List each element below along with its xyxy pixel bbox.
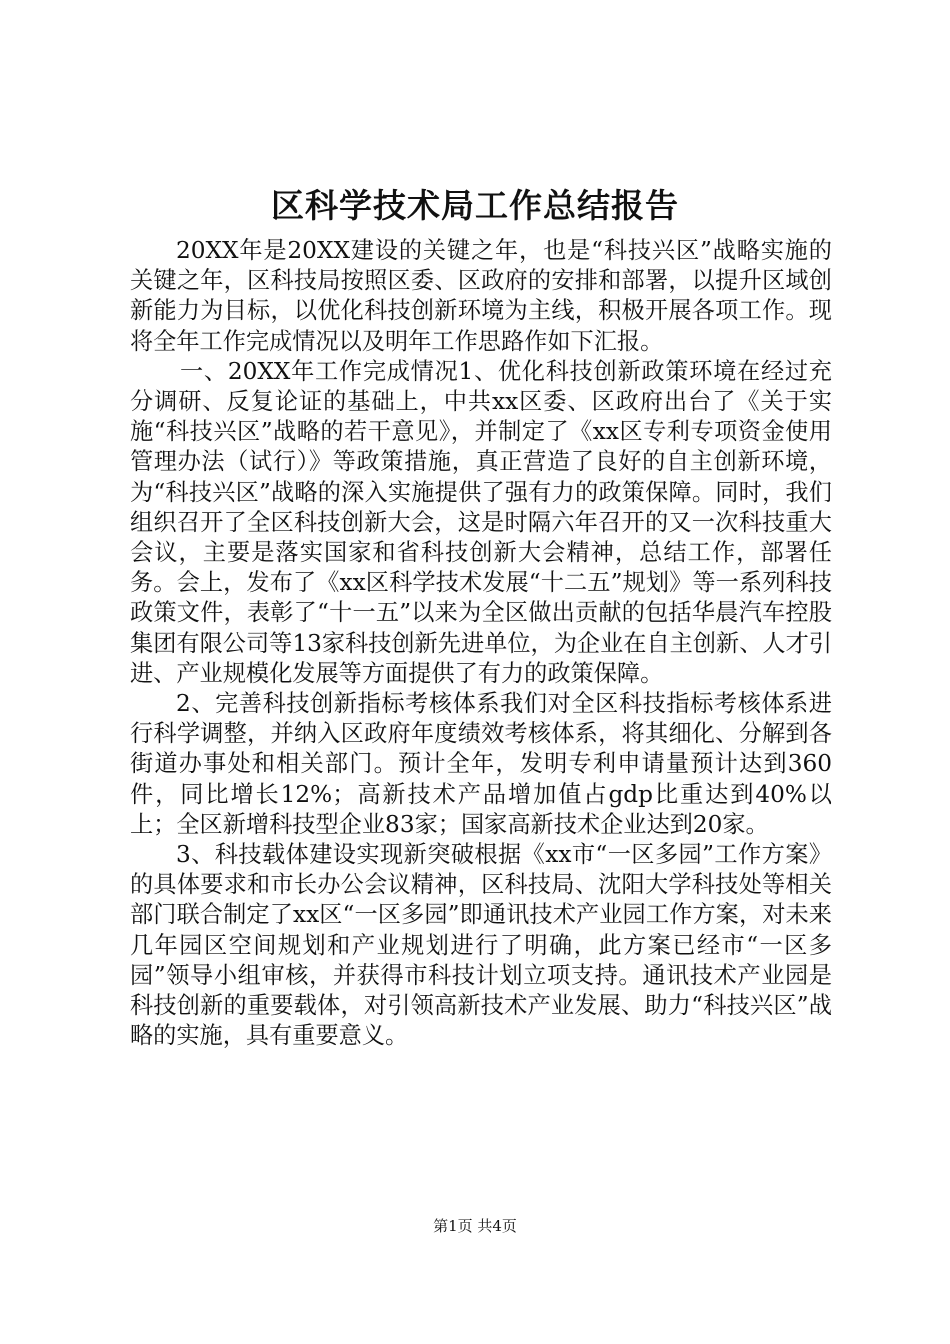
page-number-footer: 第1页 共4页 <box>433 1217 517 1235</box>
paragraph-section-2: 2、完善科技创新指标考核体系我们对全区科技指标考核体系进行科学调整，并纳入区政府年度绩效考核体系，将其细化、分解到各街道办事处和相关部门。预计全年，发明专利申请量预计达到360件，同比增长12%；高新技术产品增加值占gdp比重达到40%以上；全区新增科技型企业83家；国家高新技术企业达到20家。 <box>130 690 832 838</box>
paragraph-intro: 20XX年是20XX建设的关键之年，也是“科技兴区”战略实施的关键之年，区科技局按照区委、区政府的安排和部署，以提升区域创新能力为目标，以优化科技创新环境为主线，积极开展各项工作。现将全年工作完成情况以及明年工作思路作如下汇报。 <box>130 237 832 355</box>
paragraph-section-3: 3、科技载体建设实现新突破根据《xx市“一区多园”工作方案》的具体要求和市长办公会议精神，区科技局、沈阳大学科技处等相关部门联合制定了xx区“一区多园”即通讯技术产业园工作方案，对未来几年园区空间规划和产业规划进行了明确，此方案已经市“一区多园”领导小组审核，并获得市科技计划立项支持。通讯技术产业园是科技创新的重要载体，对引领高新技术产业发展、助力“科技兴区”战略的实施，具有重要意义。 <box>130 841 832 1050</box>
paragraph-section-1: 一、20XX年工作完成情况1、优化科技创新政策环境在经过充分调研、反复论证的基础上，中共xx区委、区政府出台了《关于实施“科技兴区”战略的若干意见》，并制定了《xx区专利专项资金使用管理办法（试行）》等政策措施，真正营造了良好的自主创新环境，为“科技兴区”战略的深入实施提供了强有力的政策保障。同时，我们组织召开了全区科技创新大会，这是时隔六年召开的又一次科技重大会议，主要是落实国家和省科技创新大会精神，总结工作，部署任务。会上，发布了《xx区科学技术发展“十二五”规划》等一系列科技政策文件，表彰了“十一五”以来为全区做出贡献的包括华晨汽车控股集团有限公司等13家科技创新先进单位，为企业在自主创新、人才引进、产业规模化发展等方面提供了有力的政策保障。 <box>130 357 832 687</box>
document-title: 区科学技术局工作总结报告 <box>271 186 679 225</box>
document-body <box>130 236 832 1051</box>
